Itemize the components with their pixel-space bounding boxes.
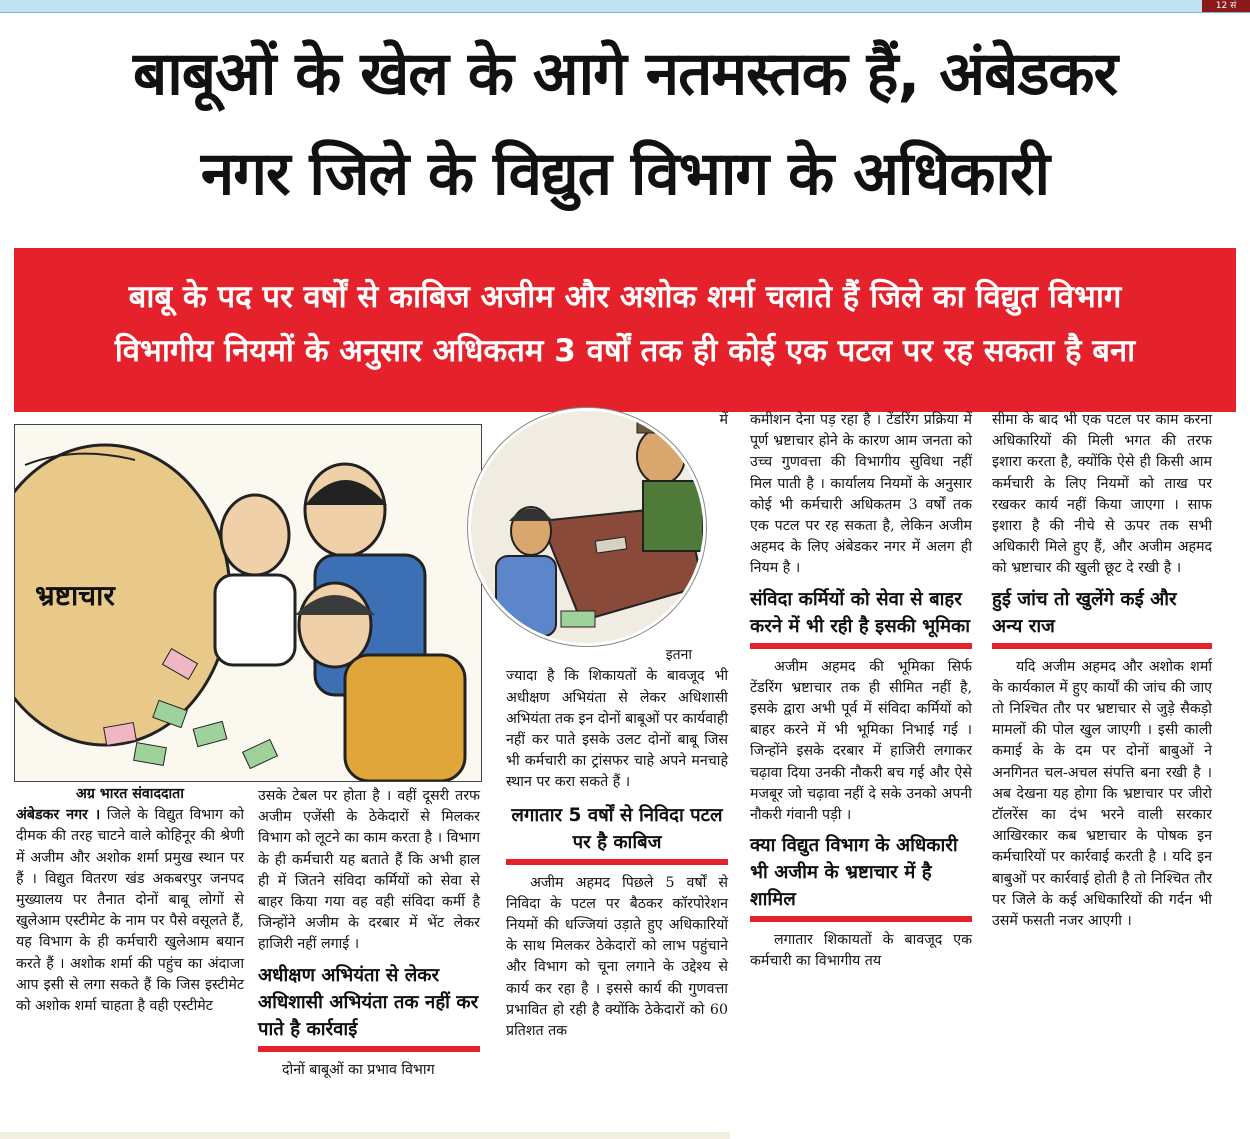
- column-4-body-3: लगातार शिकायतों के बावजूद एक कर्मचारी का विभागीय तय: [750, 932, 972, 970]
- column-2-body: उसके टेबल पर होता है । वहीं दूसरी तरफ अजीम एजेंसी के ठेकेदारों से मिलकर विभाग को लूटने का काम करता है । विभाग के ही कर्मचारी यह बताते हैं कि अभी हाल ही में जितने संविदा कर्मियों को सेवा से बाहर किया गया वह वही संविदा कर्मी है जिन्होंने अजीम के दरबार में भेंट लेकर हाजिरी नहीं लगाई ।: [258, 788, 480, 953]
- sack-label: भ्रष्टाचार: [35, 579, 115, 612]
- subhead-five-years: लगातार 5 वर्षों से निविदा पटल पर है काबिज: [511, 804, 723, 853]
- image-spacer: [506, 431, 728, 645]
- column-1: [16, 784, 244, 1017]
- subheadline-line-1: बाबू के पद पर वर्षों से काबिज अजीम और अशोक शर्मा चलाते हैं जिले का विद्युत विभाग: [128, 279, 1122, 315]
- column-2: [258, 786, 480, 1081]
- cartoon-illustration: [15, 425, 481, 781]
- bottom-strip: [0, 1132, 730, 1139]
- cartoon-corruption-image: [14, 424, 482, 782]
- column-5-body: सीमा के बाद भी एक पटल पर काम करना अधिकारियों की मिली भगत की तरफ इशारा करता है, क्योंकि ऐसे ही किसी आम कर्मचारी के लिए नियमों को ताख पर रखकर कार्य नहीं किया जाएगा । साफ इशारा है की नीचे से ऊपर तक सभी अधिकारी मिले हुए हैं, और अजीम अहमद को भ्रष्टाचार की खुली छूट दे रखी है ।: [992, 412, 1212, 577]
- dateline: अंबेडकर नगर ।: [16, 807, 101, 824]
- subhead-contract-workers: संविदा कर्मियों को सेवा से बाहर करने में भी रही है इसकी भूमिका: [750, 588, 971, 637]
- column-3-credit-word: इतना: [665, 647, 692, 664]
- column-4-body-2: अजीम अहमद की भूमिका सिर्फ टेंडरिंग भ्रष्टाचार तक ही सीमित नहीं है, इसके द्वारा अभी पूर्व में संविदा कर्मियों को बाहर करने में भी भूमिका निभाई गई । जिन्होंने इसके दरबार में हाजिरी लगाकर चढ़ावा दिया उनकी नौकरी बच गई और ऐसे मजबूर जो चढ़ावा नहीं दे सके उनको अपनी नौकरी गंवानी पड़ी ।: [750, 658, 972, 824]
- column-3-top-word: में: [719, 412, 728, 428]
- red-rule: [750, 916, 972, 922]
- red-rule: [506, 859, 728, 865]
- column-3: [506, 410, 728, 1042]
- red-rule: [992, 643, 1212, 649]
- column-5: [992, 410, 1212, 932]
- subhead-officers-involved: क्या विद्युत विभाग के अधिकारी भी अजीम के भ्रष्टाचार में है शामिल: [750, 835, 958, 911]
- column-3-body-2: अजीम अहमद पिछले 5 वर्षों से निविदा के पटल पर बैठकर कॉरपोरेशन नियमों की धज्जियां उड़ाते हुए अधिकारियों के साथ मिलकर ठेकेदारों को लाभ पहुंचाने और विभाग को चूना लगाने के उद्देश्य से कार्य कर रहा है । इससे कार्य की गुणवत्ता प्रभावित हो रही है क्योंकि ठेकेदारों को 60 प्रतिशत तक: [506, 874, 728, 1040]
- column-5-body-2: यदि अजीम अहमद और अशोक शर्मा के कार्यकाल में हुए कार्यों की जांच की जाए तो निश्चित तौर पर भ्रष्टाचार से जुड़े सैकड़ो मामलों की पोल खुल जाएगी । इसी काली कमाई के के दम पर दोनों बाबुओं ने अनगिनत चल-अचल संपत्ति बना रखी है । अब देखना यह होगा कि भ्रष्टाचार पर जीरो टॉलरेंस का दंभ भरने वाली सरकार आखिरकार कब भ्रष्टाचार के पोषक इन कर्मचारियों पर कार्रवाई करती है । यदि इन बाबुओं पर कार्रवाई होती है तो निश्चित तौर पर जिले के कई अधिकारियों की गर्दन भी उसमें फसती नजर आएगी ।: [992, 658, 1212, 930]
- column-4: [750, 410, 972, 973]
- column-1-body: जिले के विद्युत विभाग को दीमक की तरह चाटने वाले कोहिनूर की श्रेणी में अजीम और अशोक शर्मा प्रमुख स्थान पर हैं । विद्युत वितरण खंड अकबरपुर जनपद मुख्यालय पर तैनात दोनों बाबू लोगों से खुलेआम एस्टीमेट के नाम पर पैसे वसूलते हैं, यह विभाग के ही कर्मचारी खुलेआम बयान करते हैं । अशोक शर्मा की पहुंच का अंदाजा आप इसी से लगा सकते हैं कि जिस इस्टीमेट को अशोक शर्मा चाहता है वही एस्टीमेट: [16, 807, 244, 1015]
- column-4-body: कमीशन देना पड़ रहा है । टेंडरिंग प्रक्रिया में पूर्ण भ्रष्टाचार होने के कारण आम जनता को उच्च गुणवत्ता की विभागीय सुविधा नहीं मिल पाती है । कार्यालय नियमों के अनुसार कोई भी कर्मचारी अधिकतम 3 वर्षों तक एक पटल पर रह सकता है, लेकिन अजीम अहमद के लिए अंबेडकर नगर में अलग ही नियम है ।: [750, 412, 972, 577]
- column-3-body: ज्यादा है कि शिकायतों के बावजूद भी अधीक्षण अभियंता से लेकर अधिशासी अभियंता तक इन दोनों बाबूओं पर कार्यवाही नहीं कर पाते इसके उलट दोनों बाबू जिस भी कर्मचारी का ट्रांसफर चाहे अपने मनचाहे स्थान पर करा सकते हैं ।: [506, 668, 728, 791]
- red-rule: [258, 1046, 480, 1052]
- top-color-bar: [0, 0, 1250, 13]
- headline-line-2: नगर जिले के विद्युत विभाग के अधिकारी: [200, 139, 1050, 209]
- page-number: 12 सं: [1202, 0, 1250, 12]
- subheadline-box: [14, 248, 1236, 412]
- red-rule: [750, 643, 972, 649]
- headline: [0, 24, 1250, 224]
- subhead-action: अधीक्षण अभियंता से लेकर अधिशासी अभियंता तक नहीं कर पाते है कार्रवाई: [258, 964, 479, 1040]
- subheadline-line-2: विभागीय नियमों के अनुसार अधिकतम 3 वर्षों तक ही कोई एक पटल पर रह सकता है बना: [114, 333, 1136, 369]
- byline: अग्र भारत संवाददाता: [76, 786, 184, 802]
- headline-line-1: बाबूओं के खेल के आगे नतमस्तक हैं, अंबेडकर: [132, 39, 1118, 109]
- subhead-investigation: हुई जांच तो खुलेंगे कई और अन्य राज: [992, 588, 1177, 637]
- column-2-body-2: दोनों बाबूओं का प्रभाव विभाग: [282, 1061, 435, 1078]
